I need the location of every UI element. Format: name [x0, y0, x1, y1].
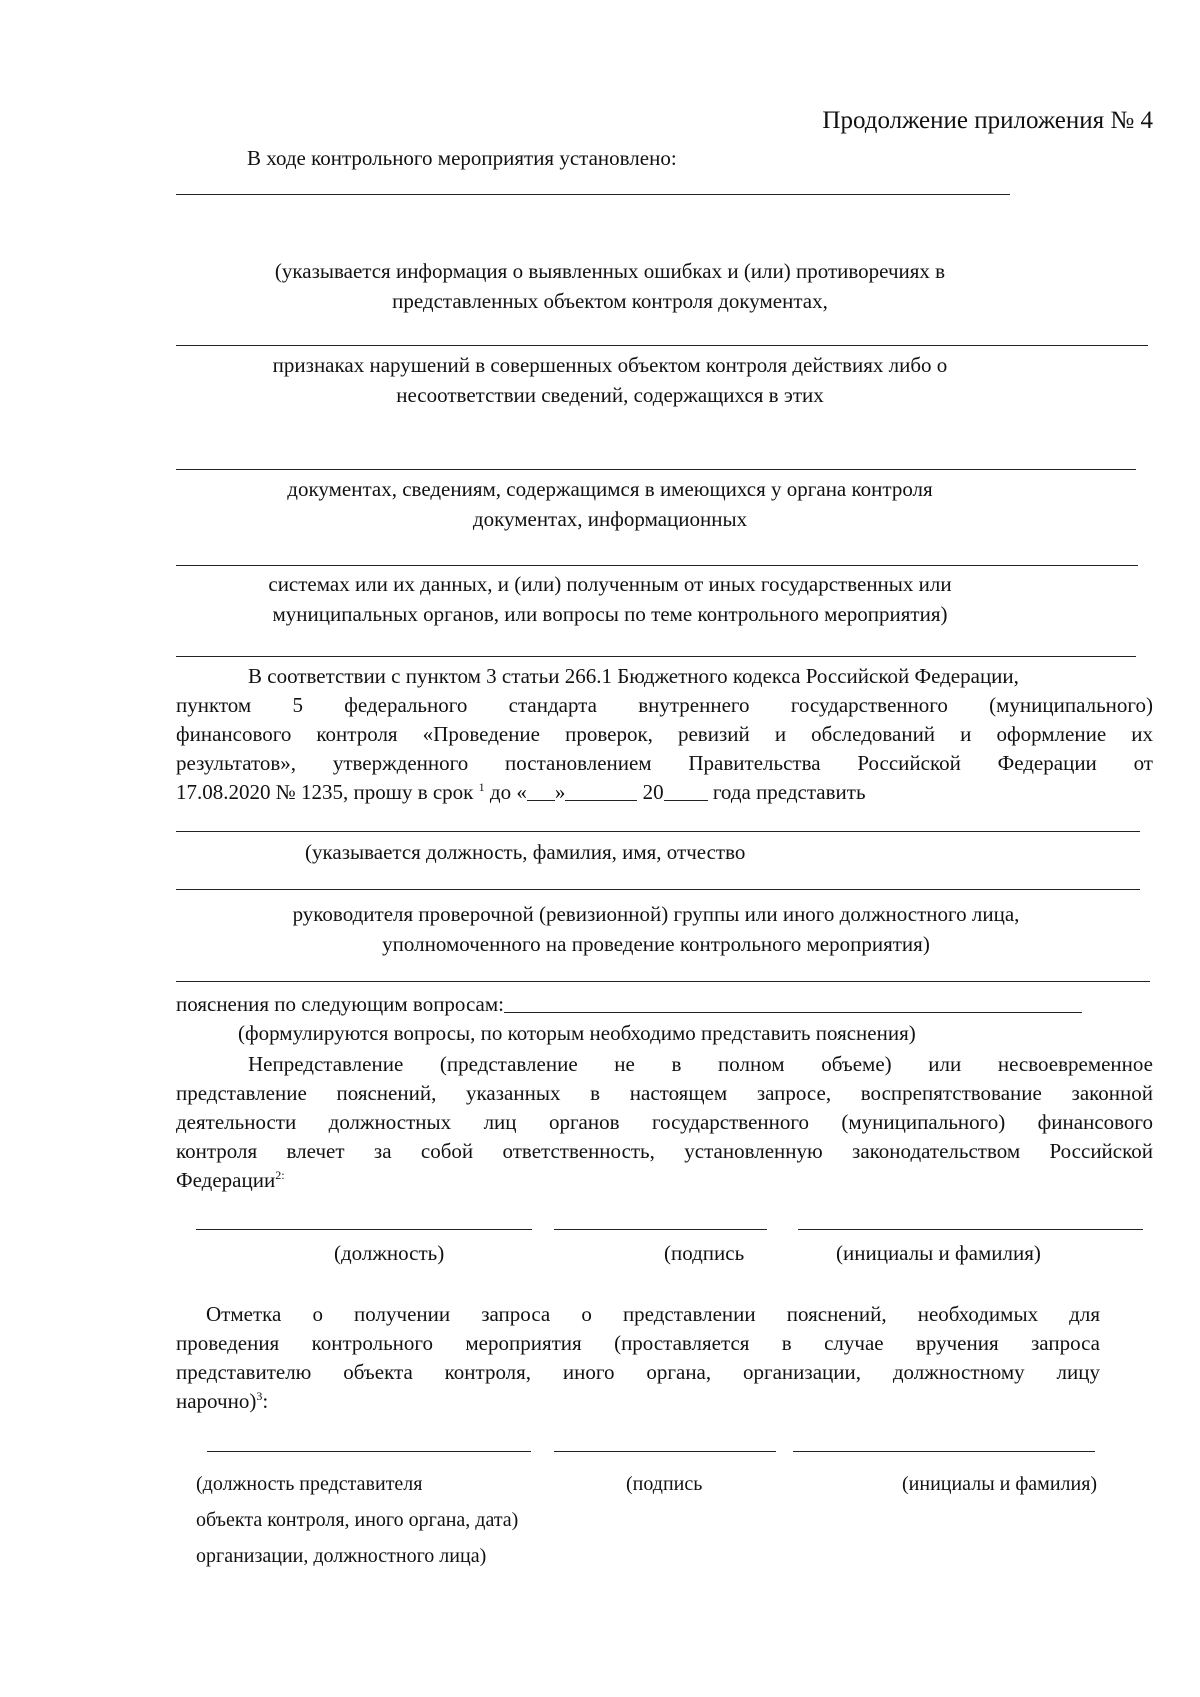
footnote-ref-2: 2:: [275, 1168, 285, 1182]
findings-line-2[interactable]: [176, 345, 1148, 346]
request-date-tail: года представить: [712, 780, 866, 804]
official-line-1[interactable]: [176, 831, 1140, 832]
findings-hint-7: системах или их данных, и (или) полученным от иных государственных или: [268, 572, 952, 596]
findings-hint-6: документах, информационных: [472, 507, 748, 531]
rep-position-caption: [196, 1466, 518, 1574]
liability-line-5: [176, 1166, 1153, 1195]
footnote-ref-1: 1: [478, 780, 485, 794]
findings-hint-1: (указывается информация о выявленных ошибках и (или) противоречиях в: [274, 259, 946, 283]
liability-line-1: Непредставление (представление не в полном объеме) или несвоевременное: [248, 1052, 1153, 1076]
request-line-5: [176, 778, 1153, 807]
rep-sign-caption: (подпись: [626, 1473, 703, 1495]
footnote-ref-3: 3: [256, 1389, 263, 1403]
liability-federation: Федерации: [176, 1168, 276, 1192]
request-date-text: 17.08.2020 № 1235, прошу в срок: [176, 780, 474, 804]
findings-line-1[interactable]: [176, 194, 1010, 195]
rep-position-line-2: объекта контроля, иного органа, дата): [196, 1509, 519, 1531]
findings-line-3[interactable]: [176, 469, 1136, 470]
appendix-title: Продолжение приложения № 4: [822, 107, 1153, 134]
position-signature-line[interactable]: [196, 1229, 532, 1230]
rep-position-line-3: организации, должностного лица): [196, 1545, 487, 1567]
request-line-4: результатов», утвержденного постановлением Правительства Российской Федерации от: [176, 751, 1153, 775]
name-caption: (инициалы и фамилия): [836, 1241, 1041, 1265]
findings-line-5[interactable]: [176, 656, 1136, 657]
official-line-2[interactable]: [176, 889, 1140, 890]
request-line-2: пунктом 5 федерального стандарта внутреннего государственного (муниципального): [176, 693, 1153, 717]
official-hint-2: руководителя проверочной (ревизионной) группы или иного должностного лица,: [292, 902, 1020, 926]
findings-hint-5: документах, сведениям, содержащимся в имеющихся у органа контроля: [287, 477, 933, 501]
year-field[interactable]: [664, 780, 708, 801]
receipt-colon: :: [262, 1389, 269, 1413]
position-caption: (должность): [334, 1241, 445, 1265]
receipt-by-hand: нарочно): [176, 1389, 257, 1413]
year-prefix: 20: [642, 780, 664, 804]
receipt-line-4: [176, 1387, 1100, 1416]
questions-label: пояснения по следующим вопросам:: [176, 992, 504, 1016]
questions-hint: (формулируются вопросы, по которым необходимо представить пояснения): [238, 1021, 916, 1045]
day-field[interactable]: [527, 780, 555, 801]
request-line-1: В соответствии с пунктом 3 статьи 266.1 Бюджетного кодекса Российской Федерации,: [248, 664, 1019, 688]
sign-caption: (подпись: [664, 1241, 745, 1265]
rep-name-caption: (инициалы и фамилия): [902, 1473, 1098, 1495]
official-hint-1: (указывается должность, фамилия, имя, отчество: [305, 840, 746, 864]
liability-line-2: представление пояснений, указанных в настоящем запросе, воспрепятствование законной: [176, 1081, 1153, 1105]
findings-hint-2: представленных объектом контроля документах,: [392, 289, 828, 313]
sign-signature-line[interactable]: [554, 1229, 767, 1230]
request-paragraph: [176, 662, 1153, 807]
official-line-3[interactable]: [176, 981, 1150, 982]
date-open-quote: до «: [489, 780, 527, 804]
receipt-paragraph: [176, 1300, 1100, 1416]
rep-sign-line[interactable]: [554, 1451, 776, 1452]
request-line-3: финансового контроля «Проведение проверок, ревизий и обследований и оформление их: [176, 722, 1153, 746]
name-signature-line[interactable]: [798, 1229, 1143, 1230]
liability-line-4: контроля влечет за собой ответственность, установленную законодательством Российской: [176, 1139, 1153, 1163]
liability-paragraph: [176, 1050, 1153, 1195]
official-hint-3: уполномоченного на проведение контрольного мероприятия): [382, 932, 930, 956]
rep-name-line[interactable]: [793, 1451, 1095, 1452]
liability-line-3: деятельности должностных лиц органов государственного (муниципального) финансового: [176, 1110, 1153, 1134]
questions-field[interactable]: [504, 992, 1082, 1013]
receipt-line-3: представителю объекта контроля, иного органа, организации, должностному лицу: [176, 1360, 1100, 1384]
findings-hint-3: признаках нарушений в совершенных объектом контроля действиях либо о: [272, 353, 948, 377]
date-close-quote: »: [554, 780, 566, 804]
questions-row: [176, 990, 1156, 1019]
findings-hint-4: несоответствии сведений, содержащихся в этих: [396, 383, 824, 407]
findings-hint-8: муниципальных органов, или вопросы по теме контрольного мероприятия): [272, 602, 948, 626]
rep-position-line-1: (должность представителя: [196, 1473, 423, 1495]
findings-intro: В ходе контрольного мероприятия установлено:: [247, 146, 677, 170]
receipt-line-2: проведения контрольного мероприятия (проставляется в случае вручения запроса: [176, 1331, 1100, 1355]
rep-position-line[interactable]: [207, 1451, 531, 1452]
receipt-line-1: Отметка о получении запроса о представлении пояснений, необходимых для: [206, 1302, 1100, 1326]
findings-line-4[interactable]: [176, 565, 1138, 566]
month-field[interactable]: [565, 780, 637, 801]
